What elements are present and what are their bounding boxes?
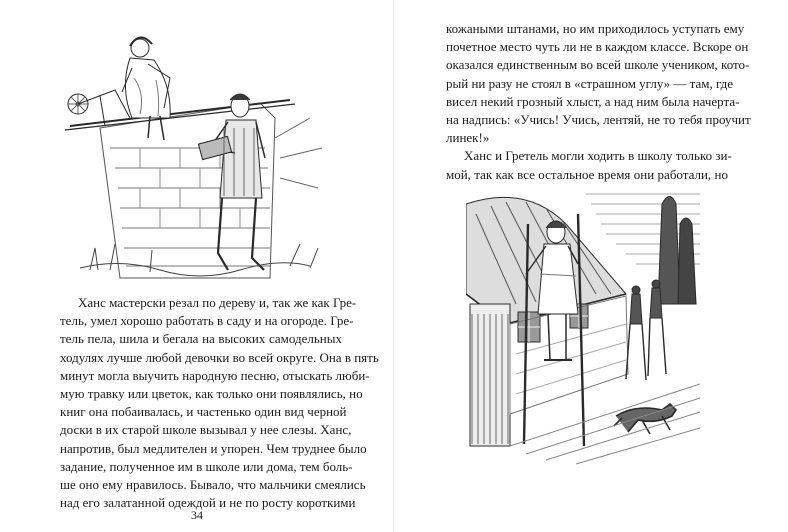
text-line: линек!»	[446, 130, 490, 146]
book-gutter	[393, 0, 394, 532]
text-line: Ханс и Гретель могли ходить в школу только зи-	[464, 148, 732, 164]
ground-road	[510, 384, 700, 464]
text-line: тель, умел хорошо работать в саду и на огороде. Гре-	[60, 313, 354, 329]
text-line: на надпись: «Учись! Учись, лентяй, не то тебя проучит	[446, 112, 751, 128]
text-line: кожаными штанами, но им приходилось уступать ему	[446, 21, 745, 36]
page-number: 34	[191, 508, 203, 522]
illustration-girl-spinning-wheel	[60, 8, 340, 280]
left-page-paragraph	[60, 294, 379, 512]
text-line: ше оно ему нравилось. Бывало, что мальчики смеялись	[60, 477, 366, 493]
text-line: тель пела, шила и бегала на высоких самодельных	[60, 331, 342, 347]
text-line: над его залатанной одеждой и не по росту короткими	[60, 495, 356, 511]
text-line: рый ни разу не стоял в «страшном углу» — там, где	[446, 75, 734, 91]
text-line: мую травку или цветок, как только они появлялись, но	[60, 386, 363, 402]
distant-stilt-walkers	[626, 280, 666, 380]
text-line: мой, так как все остальное время они работали, но	[446, 166, 728, 182]
text-line: минут могла выучить народную песню, отыскать люби-	[60, 367, 370, 383]
text-line: оказался единственным во всей школе учеником, кото-	[446, 57, 750, 73]
standing-boy	[198, 94, 265, 270]
text-line: почетное место чуть ли не в каждом классе. Вскоре он	[446, 39, 749, 55]
text-line: напротив, был медлителен и упорен. Чем труднее было	[60, 440, 367, 456]
text-line: Ханс мастерски резал по дереву и, так же как Гре-	[78, 295, 357, 310]
illustration-girl-on-stilts	[466, 184, 702, 466]
text-line: ходулях лучше любой девочки во всей округе. Она в пять	[60, 349, 379, 365]
seated-girl	[122, 37, 170, 140]
text-line: книг она побаивалась, и частенько один вид черной	[60, 404, 347, 420]
text-line: висел некий грозный хлыст, а над ним была начерта-	[446, 93, 740, 109]
right-page-text	[446, 20, 751, 184]
poplar-trees	[658, 197, 696, 305]
text-line: задание, полученное им в школе или дома, тем боль-	[60, 458, 353, 474]
text-line: доски в их старой школе вызывал у нее слезы. Ханс,	[60, 422, 352, 438]
